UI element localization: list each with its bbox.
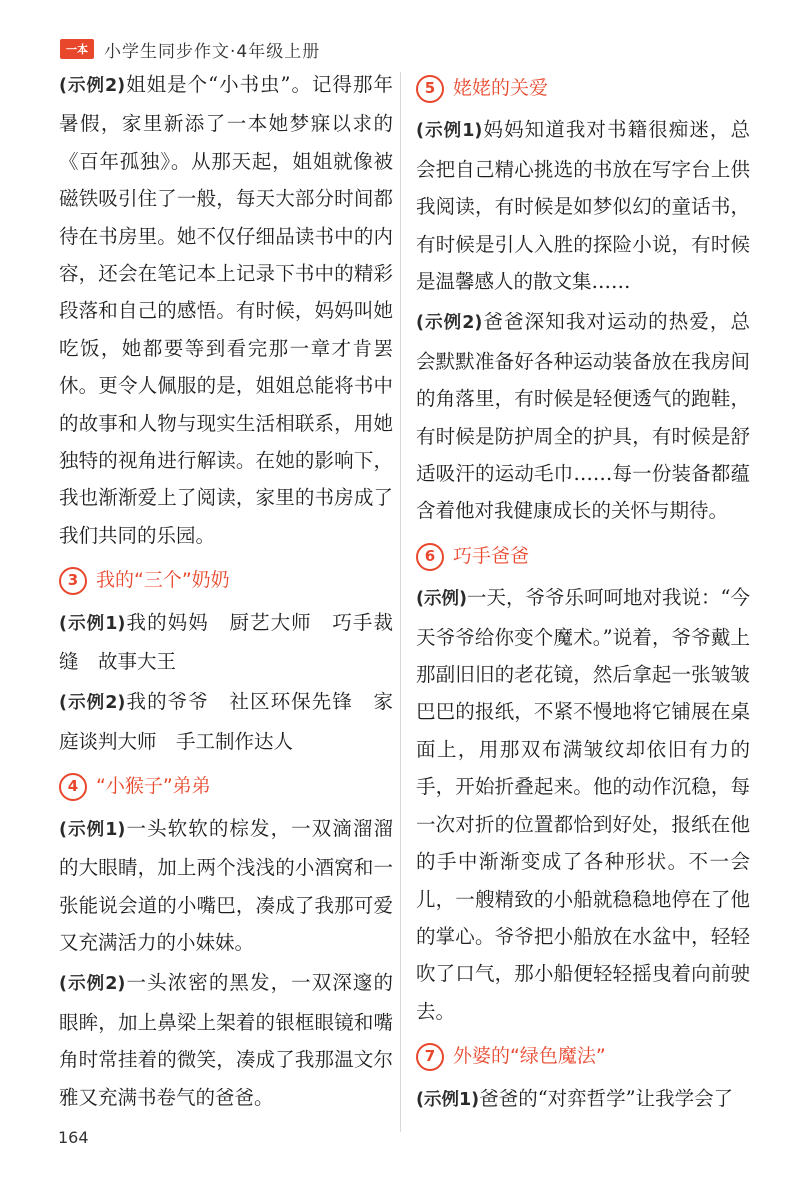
book-title: 小学生同步作文·4年级上册: [104, 41, 321, 62]
section-title: “小猴子”弟弟: [96, 775, 211, 798]
example-tag: (示例2): [59, 974, 126, 995]
example-tag: (示例2): [59, 76, 126, 96]
section-3-heading: [59, 562, 393, 599]
section-4-heading: [59, 768, 393, 805]
right-column: [416, 66, 750, 1122]
section-title: 我的“三个”奶奶: [96, 569, 230, 592]
page-header: [60, 36, 320, 62]
left-column: [59, 66, 393, 1119]
section-title: 外婆的“绿色魔法”: [453, 1045, 606, 1068]
example-paragraph: [59, 66, 393, 554]
example-text: 我的妈妈 厨艺大师 巧手裁缝 故事大王: [59, 610, 393, 674]
example-tag: (示例): [416, 589, 467, 610]
page-number: 164: [58, 1128, 89, 1147]
section-title: 姥姥的关爱: [453, 77, 549, 99]
example-paragraph: [416, 1080, 750, 1119]
section-number-badge: 4: [59, 773, 87, 801]
example-paragraph: [416, 303, 750, 529]
section-number-badge: 5: [416, 75, 444, 103]
example-paragraph: [416, 579, 750, 1030]
section-6-heading: [416, 538, 750, 575]
example-tag: (示例1): [416, 121, 483, 142]
section-number-badge: 6: [416, 543, 444, 571]
example-paragraph: [416, 111, 750, 300]
example-tag: (示例2): [59, 693, 126, 714]
example-text: 我的爷爷 社区环保先锋 家庭谈判大师 手工制作达人: [59, 690, 393, 753]
example-paragraph: [59, 964, 393, 1116]
example-text: 爸爸的“对弈哲学”让我学会了: [479, 1086, 734, 1110]
example-tag: (示例2): [416, 313, 483, 334]
example-tag: (示例1): [416, 1089, 480, 1110]
example-text: 妈妈知道我对书籍很痴迷，总会把自己精心挑选的书放在写字台上供我阅读，有时候是如梦似幻的童话书，有时候是引人入胜的探险小说，有时候是温馨感人的散文集……: [416, 118, 750, 294]
example-text: 姐姐是个“小书虫”。记得那年暑假，家里新添了一本她梦寐以求的《百年孤独》。从那天起，姐姐就像被磁铁吸引住了一般，每天大部分时间都待在书房里。她不仅仔细品读书中的内容，还会在笔记本上记录下书中的精彩段落和自己的感悟。有时候，妈妈叫她吃饭，她都要等到看完那一章才肯罢休。更令人佩服的是，姐姐总能将书中的故事和人物与现实生活相联系，用她独特的视角进行解读。在她的影响下，我也渐渐爱上了阅读，家里的书房成了我们共同的乐园。: [59, 73, 393, 547]
section-title: 巧手爸爸: [453, 544, 530, 567]
book-logo: 一本: [60, 39, 94, 59]
example-paragraph: [59, 683, 393, 760]
section-7-heading: [416, 1038, 750, 1075]
example-paragraph: [59, 604, 393, 681]
example-tag: (示例1): [59, 613, 126, 634]
section-number-badge: 7: [416, 1043, 444, 1071]
example-text: 爸爸深知我对运动的热爱，总会默默准备好各种运动装备放在我房间的角落里，有时候是轻便透气的跑鞋，有时候是防护周全的护具，有时候是舒适吸汗的运动毛巾……每一份装备都蕴含着他对我健康成长的关怀与期待。: [416, 310, 750, 523]
example-paragraph: [59, 810, 393, 962]
section-5-heading: [416, 70, 750, 107]
section-number-badge: 3: [59, 567, 87, 595]
example-text: 一头软软的棕发，一双滴溜溜的大眼睛，加上两个浅浅的小酒窝和一张能说会道的小嘴巴，凑成了我那可爱又充满活力的小妹妹。: [59, 816, 393, 954]
example-text: 一天，爷爷乐呵呵地对我说：“今天爷爷给你变个魔术。”说着，爷爷戴上那副旧旧的老花镜，然后拿起一张皱皱巴巴的报纸，不紧不慢地将它铺展在桌面上，用那双布满皱纹却依旧有力的手，开始折叠起来。他的动作沉稳，每一次对折的位置都恰到好处，报纸在他的手中渐渐变成了各种形状。不一会儿，一艘精致的小船就稳稳地停在了他的掌心。爷爷把小船放在水盆中，轻轻吹了口气，那小船便轻轻摇曳着向前驶去。: [416, 586, 750, 1023]
example-text: 一头浓密的黑发，一双深邃的眼眸，加上鼻梁上架着的银框眼镜和嘴角时常挂着的微笑，凑成了我那温文尔雅又充满书卷气的爸爸。: [59, 971, 393, 1109]
column-divider: [400, 72, 401, 1132]
example-tag: (示例1): [59, 819, 126, 840]
